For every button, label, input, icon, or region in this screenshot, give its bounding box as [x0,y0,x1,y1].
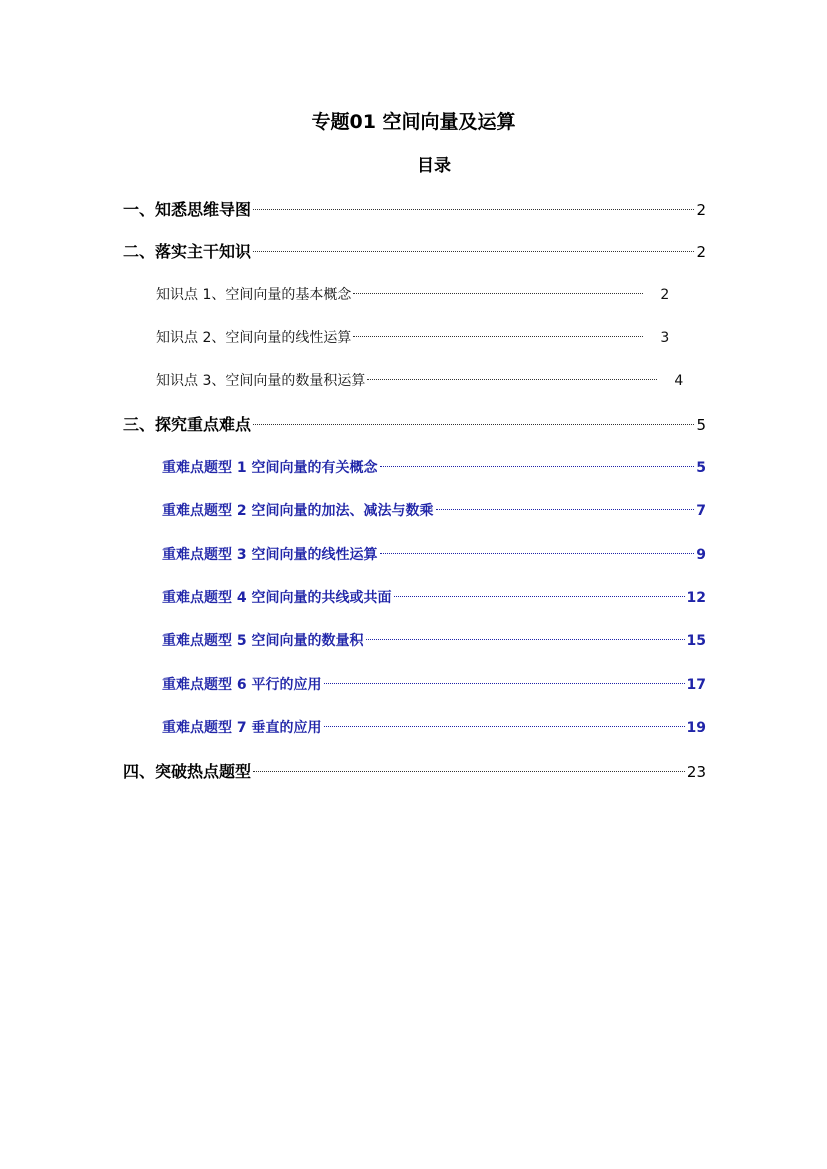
toc-entry-section-3[interactable] [123,412,706,438]
toc-entry-label: 四、突破热点题型 [123,762,252,781]
dot-leader [324,683,685,684]
toc-page-number: 19 [686,720,706,736]
toc-entry-problem-type-2[interactable] [162,498,706,524]
toc-page-number: 17 [686,677,706,693]
toc-page-number: 2 [660,287,670,303]
toc-entry-problem-type-1[interactable] [162,455,706,481]
dot-leader [380,553,695,554]
dot-leader [367,379,657,380]
toc-entry-knowledge-3[interactable] [156,368,705,394]
toc-page-number: 2 [696,201,706,219]
dot-leader [253,424,694,425]
toc-heading: 目录 [417,156,451,176]
toc-page-number: 5 [696,460,706,476]
toc-entry-knowledge-2[interactable] [156,325,705,351]
toc-page-number: 9 [696,547,706,563]
document-title: 专题01 空间向量及运算 [311,111,516,133]
dot-leader [380,466,695,467]
dot-leader [353,293,643,294]
toc-page-number: 3 [660,330,670,346]
toc-page-number: 23 [686,763,706,781]
toc-entry-label: 二、落实主干知识 [123,242,252,261]
toc-entry-label: 重难点题型 7 垂直的应用 [162,720,322,736]
toc-entry-knowledge-1[interactable] [156,282,705,308]
dot-leader [324,726,685,727]
toc-entry-label: 重难点题型 4 空间向量的共线或共面 [162,590,392,606]
toc-entry-problem-type-5[interactable] [162,628,706,654]
toc-entry-label: 三、探究重点难点 [123,415,252,434]
toc-page-number: 4 [674,373,684,389]
toc-entry-section-2[interactable] [123,239,706,265]
toc-entry-section-1[interactable] [123,197,706,223]
toc-entry-problem-type-3[interactable] [162,542,706,568]
toc-entry-label: 知识点 2、空间向量的线性运算 [156,330,352,346]
toc-entry-label: 重难点题型 1 空间向量的有关概念 [162,460,378,476]
dot-leader [353,336,643,337]
dot-leader [366,639,685,640]
toc-entry-label: 一、知悉思维导图 [123,200,252,219]
toc-entry-label: 重难点题型 5 空间向量的数量积 [162,633,364,649]
dot-leader [253,771,685,772]
toc-page-number: 7 [696,503,706,519]
toc-entry-section-4[interactable] [123,759,706,785]
dot-leader [394,596,685,597]
dot-leader [436,509,695,510]
toc-page-number: 2 [696,243,706,261]
toc-entry-problem-type-7[interactable] [162,715,706,741]
dot-leader [253,209,694,210]
toc-entry-problem-type-4[interactable] [162,585,706,611]
toc-entry-label: 知识点 3、空间向量的数量积运算 [156,373,366,389]
toc-page-number: 12 [686,590,706,606]
dot-leader [253,251,694,252]
toc-entry-label: 重难点题型 3 空间向量的线性运算 [162,547,378,563]
toc-entry-label: 知识点 1、空间向量的基本概念 [156,287,352,303]
toc-entry-label: 重难点题型 2 空间向量的加法、减法与数乘 [162,503,434,519]
toc-entry-label: 重难点题型 6 平行的应用 [162,677,322,693]
toc-entry-problem-type-6[interactable] [162,672,706,698]
toc-page-number: 15 [686,633,706,649]
toc-page-number: 5 [696,416,706,434]
